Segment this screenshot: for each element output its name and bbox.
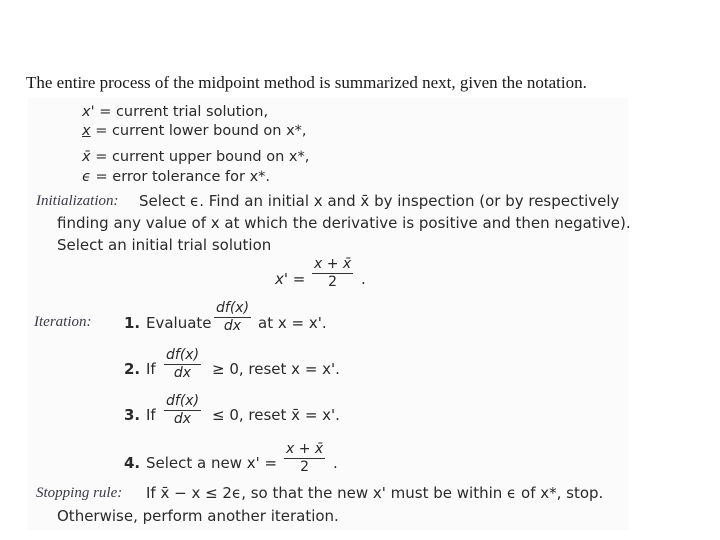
stopping-rule-line-1: If x̄ − x ≤ 2ϵ, so that the new x' must be within ϵ of x*, stop. (146, 484, 604, 502)
step-4-post: . (333, 454, 338, 472)
initialization-label: Initialization: (36, 193, 119, 209)
definition-symbol: x̄ (82, 149, 91, 165)
initialization-line-3: Select an initial trial solution (57, 236, 272, 254)
fraction-numerator: df(x) (166, 393, 200, 409)
definition-text: = error tolerance for x*. (95, 169, 271, 185)
initial-formula-lhs: x' = (275, 270, 306, 288)
definition-symbol: x (82, 123, 91, 139)
stopping-rule-label: Stopping rule: (36, 485, 123, 501)
definition-symbol: x' (82, 104, 95, 120)
fraction-denominator: 2 (300, 459, 310, 475)
step-2-number: 2. (124, 360, 141, 378)
stopping-rule-line-2: Otherwise, perform another iteration. (57, 507, 339, 525)
intro-text: The entire process of the midpoint method is summarized next, given the notation. (26, 73, 587, 92)
initial-formula-end: . (361, 270, 366, 288)
step-4-fraction (284, 441, 325, 476)
definition-text: = current upper bound on x*, (95, 149, 310, 165)
step-2-post: ≥ 0, reset x = x'. (212, 360, 340, 378)
step-1-post: at x = x'. (258, 314, 327, 332)
step-3-number: 3. (124, 406, 141, 424)
step-4-pre: Select a new x' = (146, 454, 278, 472)
step-3-pre: If (146, 406, 156, 424)
definition-text: = current trial solution, (99, 104, 269, 120)
step-1-number: 1. (124, 314, 141, 332)
initial-formula-fraction (312, 256, 353, 291)
fraction-denominator: 2 (328, 274, 338, 290)
initialization-line-1: Select ϵ. Find an initial x and x̄ by inspection (or by respectively (139, 192, 620, 210)
step-3-fraction (164, 393, 201, 428)
initialization-line-2: finding any value of x at which the derivative is positive and then negative). (57, 214, 631, 232)
fraction-numerator: df(x) (216, 300, 250, 316)
fraction-denominator: dx (173, 411, 192, 427)
fraction-denominator: dx (223, 318, 242, 334)
definition-tolerance (82, 169, 270, 185)
step-2-pre: If (146, 360, 156, 378)
definition-upper-bound (82, 149, 309, 165)
step-2-fraction (164, 347, 201, 382)
definition-text: = current lower bound on x*, (95, 123, 307, 139)
fraction-numerator: x + x̄ (314, 256, 352, 272)
definition-current-trial (82, 104, 268, 120)
step-4-number: 4. (124, 454, 141, 472)
step-3-post: ≤ 0, reset x̄ = x'. (212, 406, 340, 424)
fraction-denominator: dx (173, 365, 192, 381)
iteration-label: Iteration: (34, 314, 92, 330)
definition-lower-bound (82, 123, 307, 139)
fraction-numerator: x + x̄ (286, 441, 324, 457)
step-1-pre: Evaluate (146, 314, 212, 332)
definition-symbol: ϵ (82, 169, 91, 185)
fraction-numerator: df(x) (166, 347, 200, 363)
step-1-fraction (214, 300, 251, 335)
